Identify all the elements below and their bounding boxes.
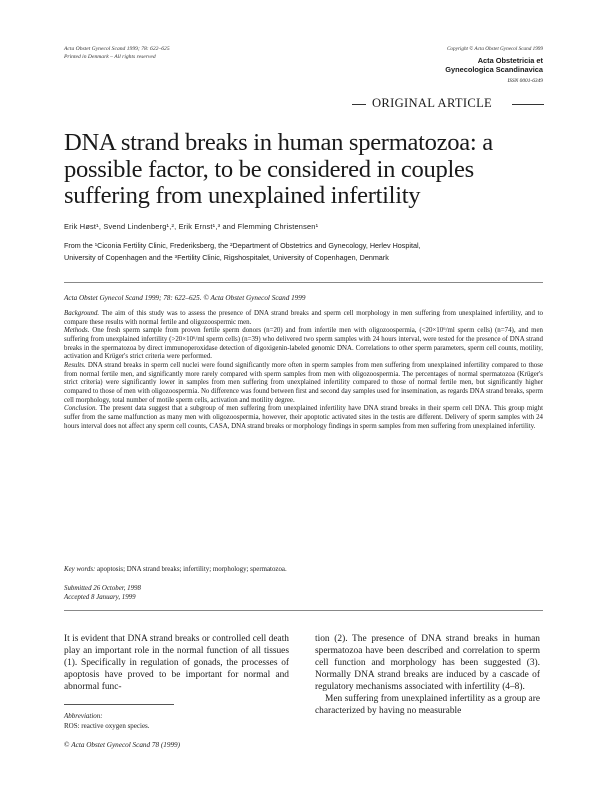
abstract-methods: [64, 327, 543, 362]
abstract-heading: Results.: [64, 361, 86, 369]
journal-citation: Acta Obstet Gynecol Scand 1999; 78: 622–625: [64, 46, 170, 52]
abstract-heading: Conclusion.: [64, 405, 98, 413]
submitted-date: Submitted 26 October, 1998: [64, 585, 141, 592]
keywords: [64, 566, 287, 573]
footnote-rule: [64, 704, 174, 705]
citation-line: Acta Obstet Gynecol Scand 1999; 78: 622–625. © Acta Obstet Gynecol Scand 1999: [64, 294, 306, 302]
footer-copyright: ©: [64, 741, 72, 749]
divider: [64, 610, 543, 611]
footnote-heading: Abbreviation:: [64, 712, 103, 720]
body-paragraph: Men suffering from unexplained infertility as a group are characterized by having no measurable: [315, 694, 540, 717]
body-paragraph: It is evident that DNA strand breaks or controlled cell death play an important role in the normal function of all tissues (1). Specifically in regulation of gonads, the processes of apoptosis have proved to be important for normal and abnormal func-: [64, 634, 289, 693]
running-header-right: [445, 45, 543, 85]
abstract-text: The present data suggest that a subgroup of men suffering from unexplained infertility have DNA strand breaks in their sperm cell DNA. This group might suffer from the same malfunction as many men with oligozoospermia, however, their apoptotic activated sites in the testis are different. Delivery of sperm samples with 24 hours interval does not affect any sperm cell counts, CASA, DNA strand breaks or morphology findings in sperm samples from men suffering from unexplained infertility.: [64, 405, 543, 430]
section-rule-left: [352, 104, 366, 105]
section-label: ORIGINAL ARTICLE: [372, 96, 493, 110]
abstract-heading: Methods.: [64, 327, 90, 335]
abstract-conclusion: [64, 405, 543, 431]
abstract-text: One fresh sperm sample from proven fertile sperm donors (n=20) and from infertile men with oligozoospermia, (<20×10⁶/ml sperm cells) (n=74), and men suffering from unexplained infertility (>20×10⁶/ml sperm cells) (n=39) who delivered two sperm samples with 24 hours interval, were tested for the presence of DNA strand breaks in the spermatozoa by direct immunoperoxidase detection of digoxigenin-labeled genomic DNA. Correlations to other sperm parameters, sperm cell counts, motility, activation and Krüger's strict criteria were performed.: [64, 327, 543, 361]
abstract-results: [64, 362, 543, 405]
abstract-text: DNA strand breaks in sperm cell nuclei were found significantly more often in sperm samples from men suffering from unexplained infertility compared to those from normal fertile men, and significantly more rarely compared with sperm samples from men with oligozoospermia. The percentages of normal spermatozoa (Krüger's strict criteria) were significantly lower in samples from men suffering from unexplained infertility compared to those of normal fertile men, but significantly higher compared to those of men with oligozoospermia. No difference was found between first and second day samples used for insemination, as regards DNA strand breaks, sperm cell morphology, total number of motile sperm cells, activation and motility degree.: [64, 361, 543, 404]
abstract-text: The aim of this study was to assess the presence of DNA strand breaks and sperm cell morphology in men suffering from unexplained infertility, and to compare these results with normal fertile and oligozoospermic men.: [64, 310, 543, 326]
journal-name-line1: Acta Obstetricia et: [477, 56, 543, 65]
divider: [64, 282, 543, 283]
keywords-text: apoptosis; DNA strand breaks; infertility; morphology; spermatozoa.: [95, 566, 287, 573]
copyright-notice: Copyright © Acta Obstet Gynecol Scand 1999: [446, 46, 543, 52]
accepted-date: Accepted 8 January, 1999: [64, 594, 136, 601]
footer-journal: Acta Obstet Gynecol Scand 78 (1999): [71, 741, 181, 749]
body-paragraph: tion (2). The presence of DNA strand breaks in human spermatozoa have been described and correlation to sperm cell function and morphology has been suggested (3). Normally DNA strand breaks are induced by a cascade of regulatory mechanisms associated with infertility (4–8).: [315, 634, 540, 693]
abstract-heading: Background.: [64, 310, 100, 317]
affiliation-line: From the ¹Ciconia Fertility Clinic, Frederiksberg, the ²Department of Obstetrics and Gynecology, Herlev Hospital,: [64, 241, 421, 250]
print-notice: Printed in Denmark – All rights reserved: [64, 54, 156, 60]
affiliation-line: University of Copenhagen and the ³Fertility Clinic, Rigshospitalet, University of Copenhagen, Denmark: [64, 253, 389, 262]
affiliations: [64, 240, 544, 264]
body-column-left: [64, 633, 289, 693]
journal-name-line2: Gynecologica Scandinavica: [445, 64, 543, 74]
article-title: DNA strand breaks in human spermatozoa: a possible factor, to be considered in couples suffering from unexplained infertility: [64, 129, 493, 209]
section-rule-right: [512, 104, 544, 105]
footnote-text: ROS: reactive oxygen species.: [64, 722, 150, 730]
issn: ISSN 0001-6349: [507, 78, 543, 85]
page-footer: [64, 741, 180, 749]
submission-dates: [64, 584, 141, 602]
abstract: [64, 310, 543, 431]
abstract-background: [64, 310, 543, 327]
running-header-left: [64, 45, 170, 61]
author-list: Erik Høst¹, Svend Lindenberg¹,², Erik Ernst¹,³ and Flemming Christensen¹: [64, 222, 319, 231]
keywords-heading: Key words:: [64, 566, 96, 573]
body-column-right: [315, 633, 540, 717]
footnote: [64, 711, 150, 731]
